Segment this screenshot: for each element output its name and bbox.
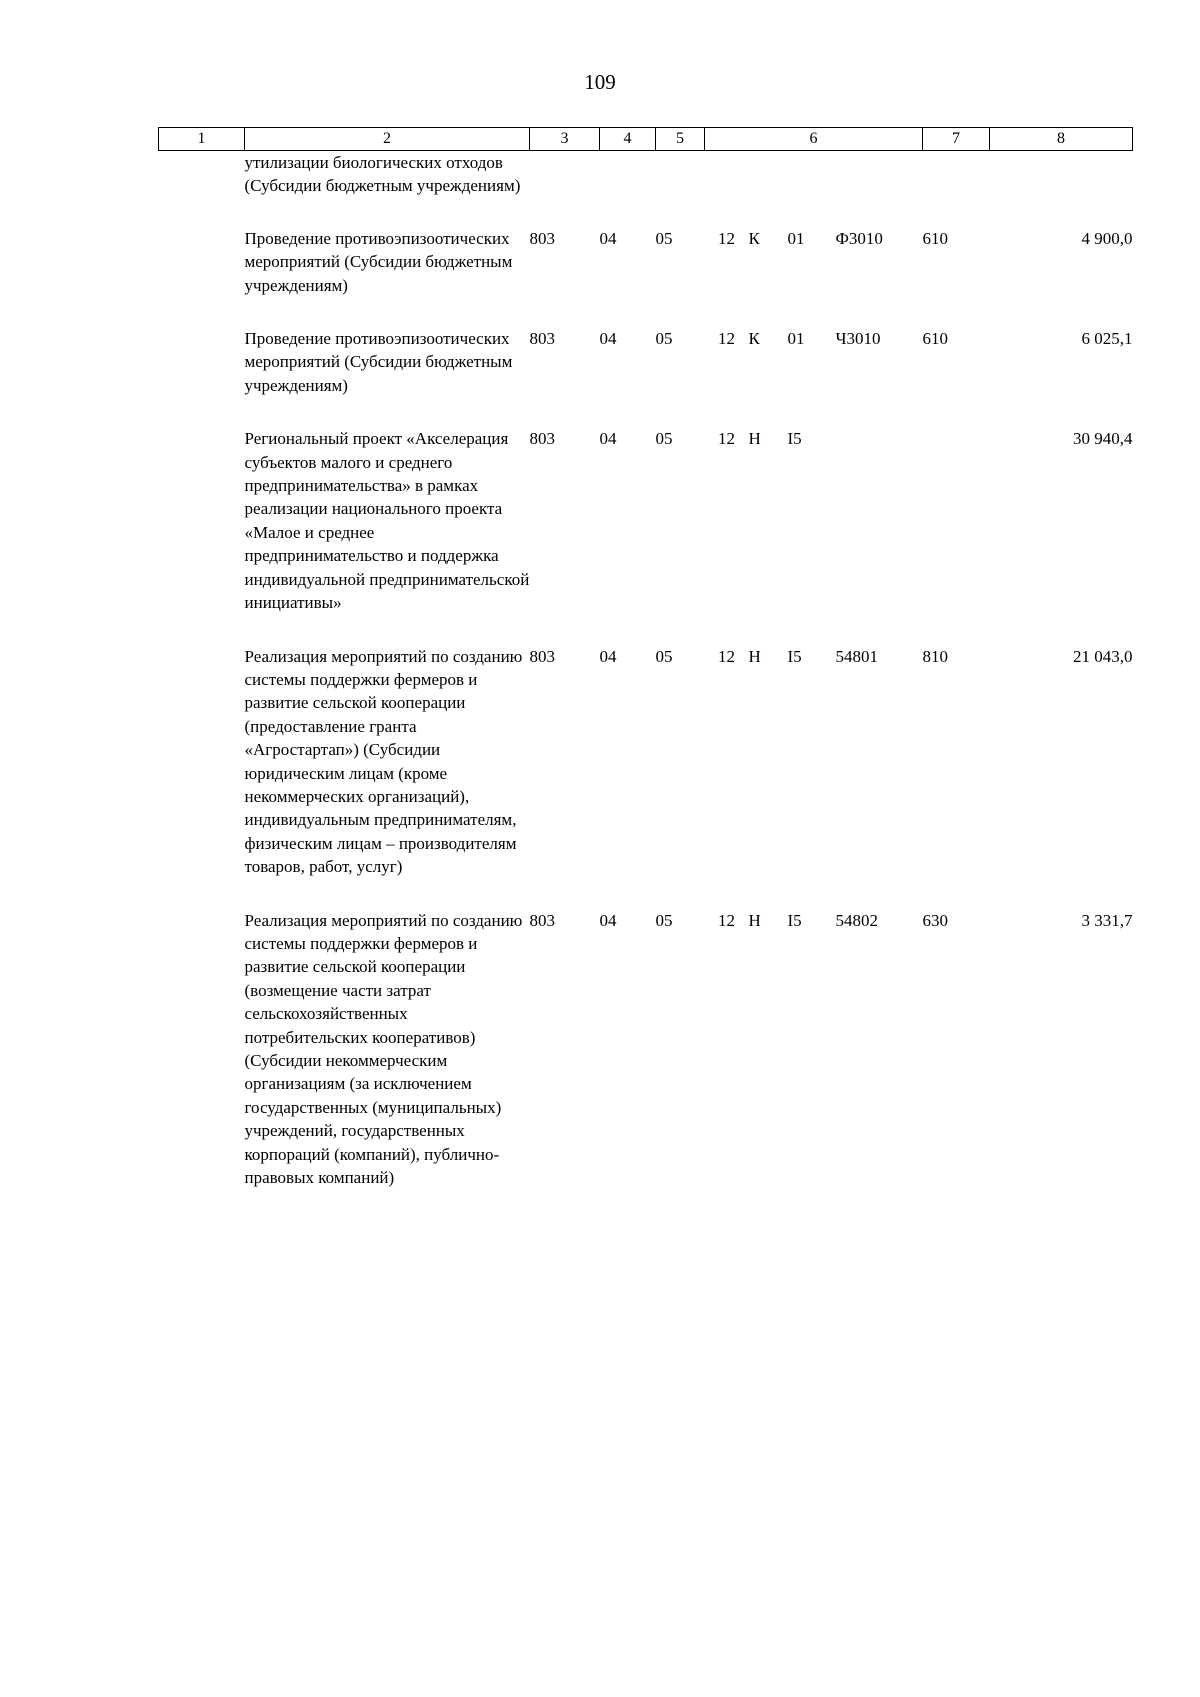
row-cs-event: I5 — [787, 910, 802, 930]
page-number: 109 — [584, 70, 616, 94]
row-vr: 610 — [922, 329, 948, 349]
row-description: Проведение противоэпизоотических мероприятий (Субсидии бюджетным учреждениям) — [244, 228, 513, 295]
row-ved: 803 — [529, 228, 555, 248]
column-header-8: 8 — [990, 128, 1133, 151]
row-cs-program: 12 — [718, 910, 735, 930]
row-cs-program: 12 — [718, 228, 735, 248]
row-cs-event — [788, 151, 836, 227]
row-cs-event: I5 — [787, 646, 802, 666]
row-cs-program: 12 — [718, 646, 735, 666]
row-cs-subprogram — [749, 151, 788, 227]
column-header-4: 4 — [600, 128, 656, 151]
row-cs-subprogram: Н — [748, 910, 761, 930]
row-pr: 05 — [655, 429, 673, 449]
table-row — [159, 327, 1133, 427]
row-sum: 6 025,1 — [1081, 329, 1133, 349]
row-cs-program — [705, 151, 749, 227]
row-vr: 630 — [922, 910, 948, 930]
row-ved: 803 — [529, 329, 555, 349]
row-cs-subprogram: Н — [748, 429, 761, 449]
row-vr: 610 — [922, 228, 948, 248]
blank-cell — [159, 227, 245, 327]
row-cs-direction: 54802 — [835, 910, 878, 930]
row-vr: 810 — [922, 646, 948, 666]
row-rz: 04 — [599, 228, 617, 248]
table-row — [159, 645, 1133, 909]
column-header-1: 1 — [159, 128, 245, 151]
row-description: Реализация мероприятий по созданию системы поддержки фермеров и развитие сельской кооперации (возмещение части затрат сельскохозяйственных потребительских кооперативов) (Субсидии некоммерческим организациям (за исключением государственных (муниципальных) учреждений, государственных корпораций (компаний), публично-правовых компаний) — [244, 910, 523, 1188]
row-pr: 05 — [655, 228, 673, 248]
row-pr: 05 — [655, 910, 673, 930]
row-rz: 04 — [599, 429, 617, 449]
row-cs-program: 12 — [718, 429, 735, 449]
row-rz: 04 — [599, 329, 617, 349]
row-description: утилизации биологических отходов (Субсидии бюджетным учреждениям) — [244, 153, 521, 196]
blank-cell — [159, 645, 245, 909]
row-rz: 04 — [599, 910, 617, 930]
row-vr — [923, 151, 990, 227]
row-pr: 05 — [655, 646, 673, 666]
column-header-2: 2 — [245, 128, 530, 151]
row-pr — [656, 151, 705, 227]
row-description: Проведение противоэпизоотических мероприятий (Субсидии бюджетным учреждениям) — [244, 329, 513, 395]
column-header-5: 5 — [656, 128, 705, 151]
row-ved: 803 — [529, 646, 555, 666]
row-cs-event: I5 — [787, 429, 802, 449]
row-rz: 04 — [599, 646, 617, 666]
budget-table — [158, 127, 1133, 1219]
blank-cell — [159, 151, 245, 227]
row-cs-event: 01 — [787, 329, 805, 349]
row-description: Региональный проект «Акселерация субъектов малого и среднего предпринимательства» в рамках реализации национального проекта «Малое и среднее предпринимательство и поддержка индивидуальной предпринимательской инициативы» — [244, 429, 530, 613]
row-pr: 05 — [655, 329, 673, 349]
row-cs-subprogram: К — [748, 329, 760, 349]
row-vr — [923, 427, 990, 644]
column-header-6: 6 — [705, 128, 923, 151]
blank-cell — [159, 427, 245, 644]
blank-cell — [159, 327, 245, 427]
row-cs-direction — [836, 151, 923, 227]
table-row — [159, 151, 1133, 227]
row-cs-subprogram: К — [748, 228, 760, 248]
row-cs-direction — [836, 427, 923, 644]
table-row — [159, 427, 1133, 644]
table-header-row — [159, 128, 1133, 151]
row-cs-subprogram: Н — [748, 646, 761, 666]
row-sum: 4 900,0 — [1081, 228, 1133, 248]
row-cs-direction: 54801 — [835, 646, 878, 666]
row-sum — [990, 151, 1133, 227]
table-row — [159, 227, 1133, 327]
column-header-7: 7 — [923, 128, 990, 151]
row-ved — [530, 151, 600, 227]
row-rz — [600, 151, 656, 227]
row-sum: 30 940,4 — [1073, 429, 1133, 449]
row-description: Реализация мероприятий по созданию системы поддержки фермеров и развитие сельской кооперации (предоставление гранта «Агростартап») (Субсидии юридическим лицам (кроме некоммерческих организаций), индивидуальным предпринимателям, физическим лицам – производителям товаров, работ, услуг) — [244, 646, 523, 877]
table-row — [159, 909, 1133, 1220]
column-header-3: 3 — [530, 128, 600, 151]
row-ved: 803 — [529, 429, 555, 449]
row-ved: 803 — [529, 910, 555, 930]
blank-cell — [159, 909, 245, 1220]
row-sum: 21 043,0 — [1073, 646, 1133, 666]
row-cs-program: 12 — [718, 329, 735, 349]
row-sum: 3 331,7 — [1081, 910, 1133, 930]
row-cs-event: 01 — [787, 228, 805, 248]
row-cs-direction: Ф3010 — [835, 228, 883, 248]
row-cs-direction: Ч3010 — [835, 329, 881, 349]
